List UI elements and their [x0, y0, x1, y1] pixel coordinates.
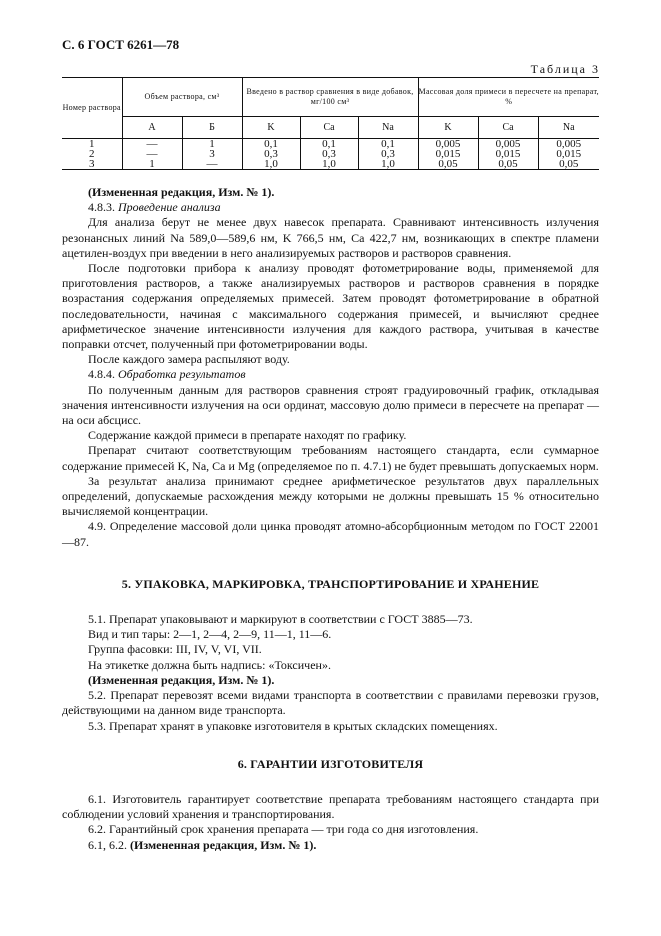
table-cell: —: [182, 159, 242, 170]
table-cell: 1,0: [358, 159, 418, 170]
paragraph: 6.1. Изготовитель гарантирует соответствие препарата требованиям настоящего стандарта при соблюдении условий хранения и транспортирования.: [62, 791, 599, 822]
paragraph: На этикетке должна быть надпись: «Токсичен».: [88, 657, 331, 672]
paragraph: 5.1. Препарат упаковывают и маркируют в соответствии с ГОСТ 3885—73.: [88, 612, 473, 627]
table-cell: 0,015: [478, 149, 538, 159]
table-cell: —: [122, 149, 182, 159]
table-cell: 0,3: [242, 149, 300, 159]
table-caption: Таблица 3: [530, 62, 600, 76]
sub-header: K: [242, 117, 300, 139]
table-cell: 0,005: [418, 139, 478, 150]
sub-header: А: [122, 117, 182, 139]
table-cell: 1: [89, 138, 95, 150]
paragraph: Вид и тип тары: 2—1, 2—4, 2—9, 11—1, 11—6.: [88, 627, 332, 642]
table-cell: 3: [182, 149, 242, 159]
table-row: [62, 159, 599, 170]
paragraph: 6.2. Гарантийный срок хранения препарата — три года со дня изготовления.: [88, 822, 479, 837]
sub-header: K: [418, 117, 478, 139]
table-cell: —: [122, 139, 182, 150]
table-cell: 0,015: [538, 149, 599, 159]
amendment-note: (Измененная редакция, Изм. № 1).: [88, 185, 275, 199]
data-table: [62, 77, 599, 170]
table-cell: 0,1: [300, 139, 358, 150]
subsection-heading: [62, 200, 599, 215]
table-cell: 0,3: [358, 149, 418, 159]
table-cell: 1: [182, 139, 242, 150]
table-cell: 1,0: [300, 159, 358, 170]
table-cell: 0,05: [538, 159, 599, 170]
sub-header: Na: [358, 117, 418, 139]
paragraph: За результат анализа принимают среднее арифметическое результатов двух параллельных определений, допускаемые расхождения между которыми не должны превышать 15 % относительно вычисляемой концентрации.: [62, 473, 599, 519]
paragraph: После каждого замера распыляют воду.: [88, 352, 290, 367]
page-header: С. 6 ГОСТ 6261—78: [62, 37, 180, 52]
sub-header: Ca: [478, 117, 538, 139]
table-cell: 0,05: [478, 159, 538, 170]
table-cell: 0,05: [418, 159, 478, 170]
sub-header: Ca: [300, 117, 358, 139]
subsection-title: Проведение анализа: [118, 200, 221, 215]
paragraph: По полученным данным для растворов сравнения строят градуировочный график, откладывая значения интенсивности излучения на оси ординат, массовую долю примеси в пересчете на препарат — на оси абсцисс.: [62, 382, 599, 428]
paragraph: Для анализа берут не менее двух навесок препарата. Сравнивают интенсивность излучения резонансных линий Na 589,0—589,6 нм, K 766,5 нм, Ca 422,7 нм, возникающих в спектре пламени ацетилен-воздух при введении в него анализируемых растворов и растворов сравнения.: [62, 215, 599, 260]
subsection-title: Обработка результатов: [118, 367, 246, 382]
paragraph: 5.2. Препарат перевозят всеми видами транспорта в соответствии с правилами перевозки грузов, действующими на данном виде транспорта.: [62, 688, 599, 718]
subsection-number: 4.8.4.: [88, 367, 118, 382]
table-cell: 3: [62, 159, 122, 170]
paragraph: Препарат считают соответствующим требованиям настоящего стандарта, если суммарное содержание примесей K, Na, Ca и Mg (определяемое по п. 4.7.1) не будет превышать допускаемых норм.: [62, 443, 599, 473]
table-cell: 1: [122, 159, 182, 170]
paragraph: 5.3. Препарат хранят в упаковке изготовителя в крытых складских помещениях.: [88, 718, 498, 733]
paragraph: Группа фасовки: III, IV, V, VI, VII.: [88, 642, 262, 657]
section-6-heading: 6. ГАРАНТИИ ИЗГОТОВИТЕЛЯ: [237, 756, 424, 771]
subsection-number: 4.8.3.: [88, 200, 118, 215]
table-cell: 0,1: [358, 139, 418, 150]
subsection-heading: [62, 367, 599, 382]
table-cell: 0,005: [538, 139, 599, 150]
table-cell: 0,1: [242, 139, 300, 150]
amendment-note: (Измененная редакция, Изм. № 1).: [88, 672, 275, 687]
sub-header: Б: [182, 117, 242, 139]
mass-header: Массовая доля примеси в пересчете на препарат, %: [418, 78, 599, 117]
table-cell: 0,3: [300, 149, 358, 159]
added-header: Введено в раствор сравнения в виде добавок, мг/100 см³: [242, 78, 418, 117]
document-body: [62, 185, 599, 853]
table-cell: 2: [89, 148, 95, 160]
amendment-note: (Измененная редакция, Изм. № 1).: [130, 837, 317, 852]
table-cell: 1,0: [242, 159, 300, 170]
amendment-prefix: 6.1, 6.2.: [88, 837, 130, 852]
section-5-heading: 5. УПАКОВКА, МАРКИРОВКА, ТРАНСПОРТИРОВАНИЕ И ХРАНЕНИЕ: [121, 576, 540, 591]
paragraph: [62, 838, 599, 853]
paragraph: Содержание каждой примеси в препарате находят по графику.: [88, 428, 407, 443]
volume-header: Объем раствора, см³: [122, 78, 242, 117]
sub-header: Na: [538, 117, 599, 139]
paragraph: После подготовки прибора к анализу проводят фотометрирование воды, применяемой для приготовления растворов, а также анализируемых растворов и растворов сравнения в порядке возрастания содержания определяемых примесей. Затем проводят фотометрирование в обратной последовательности, начиная с максимального содержания примесей, и вычисляют среднее арифметическое значение интенсивности излучения для каждого раствора, учитывая в качестве поправки отсчет, полученный при фотометрировании воды.: [62, 261, 599, 352]
paragraph: 4.9. Определение массовой доли цинка проводят атомно-абсорбционным методом по ГОСТ 22001—87.: [62, 519, 599, 549]
table-cell: 0,015: [418, 149, 478, 159]
table-cell: 0,005: [478, 139, 538, 150]
col-number-header: Номер раствора: [62, 78, 122, 139]
